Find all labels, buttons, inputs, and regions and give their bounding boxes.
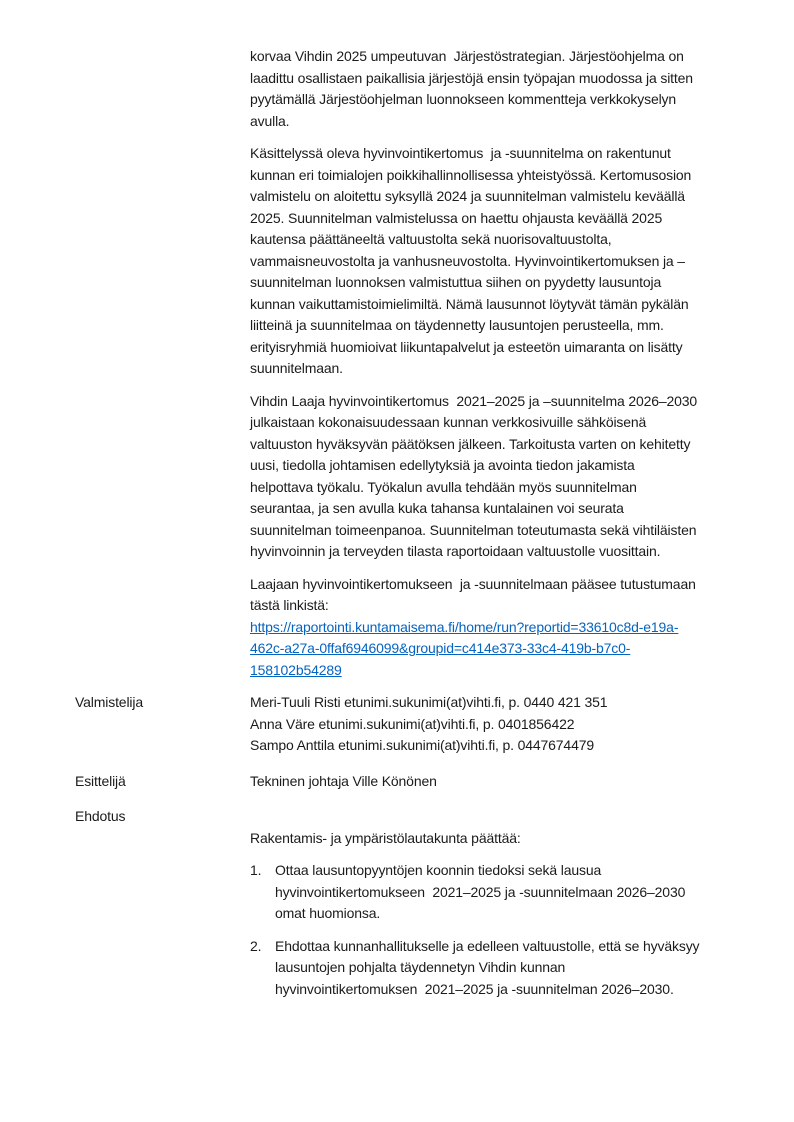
text-line: Ehdottaa kunnanhallitukselle ja edelleen valtuustolle, että se hyväksyy [275, 937, 700, 954]
valmistelija-label: Valmistelija [75, 694, 143, 710]
text-line: suunnitelman luonnoksen valmistuttua siihen on pyydetty lausuntoja [250, 274, 662, 290]
report-link-line[interactable]: 462c-a27a-0ffaf6946099&groupid=c414e373-33c4-419b-b7c0- [250, 640, 631, 656]
text-line: Vihdin Laaja hyvinvointikertomus 2021–2025 ja –suunnitelma 2026–2030 [250, 392, 698, 409]
text-line: seurantaa, ja sen avulla kuka tahansa kuntalainen voi seurata [250, 500, 624, 516]
esittelija-section [75, 771, 760, 793]
text-line: Rakentamis- ja ympäristölautakunta päättää: [250, 829, 521, 846]
decision-item-1 [250, 860, 760, 925]
ehdotus-section [75, 806, 760, 828]
text-line: valmistelu on aloitettu syksyllä 2024 ja suunnitelman valmistelu keväällä [250, 188, 685, 204]
spacer [250, 806, 760, 828]
text-line: hyvinvointikertomukseen 2021–2025 ja -suunnitelmaan 2026–2030 [275, 883, 686, 900]
preparer-line: Meri-Tuuli Risti etunimi.sukunimi(at)vihti.fi, p. 0440 421 351 [250, 694, 608, 710]
item-text [275, 936, 760, 1001]
text-line: liitteinä ja suunnitelmaa on täydennetty lausuntojen perusteella, mm. [250, 317, 664, 333]
report-link-line[interactable]: 158102b54289 [250, 661, 342, 678]
body-paragraph-3 [250, 391, 760, 563]
text-line: helpottava työkalu. Työkalun avulla tehdään myös suunnitelman [250, 478, 637, 495]
body-paragraph-1 [250, 46, 760, 132]
text-line: kunnan eri toimialojen poikkihallinnollisessa yhteistyössä. Kertomusosion [250, 166, 692, 183]
body-paragraph-2 [250, 143, 760, 380]
link-paragraph [250, 574, 760, 682]
text-line: kunnan vaikuttamistoimielimiltä. Nämä lausunnot löytyvät tämän pykälän [250, 295, 689, 312]
text-line: uusi, tiedolla johtamisen edellytyksiä ja avointa tiedon jakamista [250, 457, 635, 473]
text-line: kautensa päättäneeltä valtuustolta sekä nuorisovaltuustolta, [250, 231, 612, 247]
text-line: Laajaan hyvinvointikertomukseen ja -suunnitelmaan pääsee tutustumaan [250, 575, 696, 592]
presenter-line: Tekninen johtaja Ville Könönen [250, 772, 437, 789]
text-line: laadittu osallistaen paikallisia järjestöjä ensin työpajan muodossa ja sitten [250, 69, 693, 86]
item-number: 1. [250, 862, 262, 878]
report-link-line[interactable]: https://raportointi.kuntamaisema.fi/home/run?reportid=33610c8d-e19a- [250, 618, 679, 635]
text-line: korvaa Vihdin 2025 umpeutuvan Järjestöstrategian. Järjestöohjelma on [250, 48, 684, 64]
item-text [275, 860, 760, 925]
text-line: hyvinvointikertomuksen 2021–2025 ja -suunnitelman 2026–2030. [275, 980, 674, 997]
preparer-line: Sampo Anttila etunimi.sukunimi(at)vihti.fi, p. 0447674479 [250, 737, 594, 753]
text-line: tästä linkistä: [250, 597, 329, 613]
text-line: valtuuston hyväksyvän päätöksen jälkeen. Tarkoitusta varten on kehitetty [250, 435, 691, 452]
esittelija-label: Esittelijä [75, 772, 126, 789]
item-number: 2. [250, 937, 262, 954]
text-line: pyytämällä Järjestöohjelman luonnokseen kommentteja verkkokyselyn [250, 91, 677, 107]
decision-item-2 [250, 936, 760, 1001]
valmistelija-section [75, 692, 760, 757]
preparer-line: Anna Väre etunimi.sukunimi(at)vihti.fi, p. 0401856422 [250, 715, 575, 732]
text-line: vammaisneuvostolta ja vanhusneuvostolta. Hyvinvointikertomuksen ja – [250, 252, 685, 269]
text-line: avulla. [250, 112, 290, 129]
text-line: omat huomionsa. [275, 905, 381, 921]
text-line: hyvinvoinnin ja terveyden tilasta raportoidaan valtuustolle vuosittain. [250, 543, 661, 559]
text-line: suunnitelman toimeenpanoa. Suunnitelman toteutumasta sekä vihtiläisten [250, 521, 697, 538]
ehdotus-label: Ehdotus [75, 808, 126, 824]
text-line: erityisryhmiä huomioivat liikuntapalvelut ja esteetön uimaranta on lisätty [250, 338, 683, 355]
ehdotus-intro [250, 828, 760, 850]
text-line: suunnitelmaan. [250, 360, 343, 376]
report-link[interactable] [250, 617, 760, 682]
text-line: lausuntojen pohjalta täydennetyn Vihdin kunnan [275, 959, 566, 975]
text-line: Ottaa lausuntopyyntöjen koonnin tiedoksi sekä lausua [275, 862, 602, 878]
text-line: 2025. Suunnitelman valmistelussa on haettu ohjausta keväällä 2025 [250, 209, 663, 226]
text-line: julkaistaan kokonaisuudessaan kunnan verkkosivuille sähköisenä [250, 414, 647, 430]
document-body [75, 46, 760, 1011]
text-line: Käsittelyssä oleva hyvinvointikertomus ja -suunnitelma on rakentunut [250, 145, 671, 161]
